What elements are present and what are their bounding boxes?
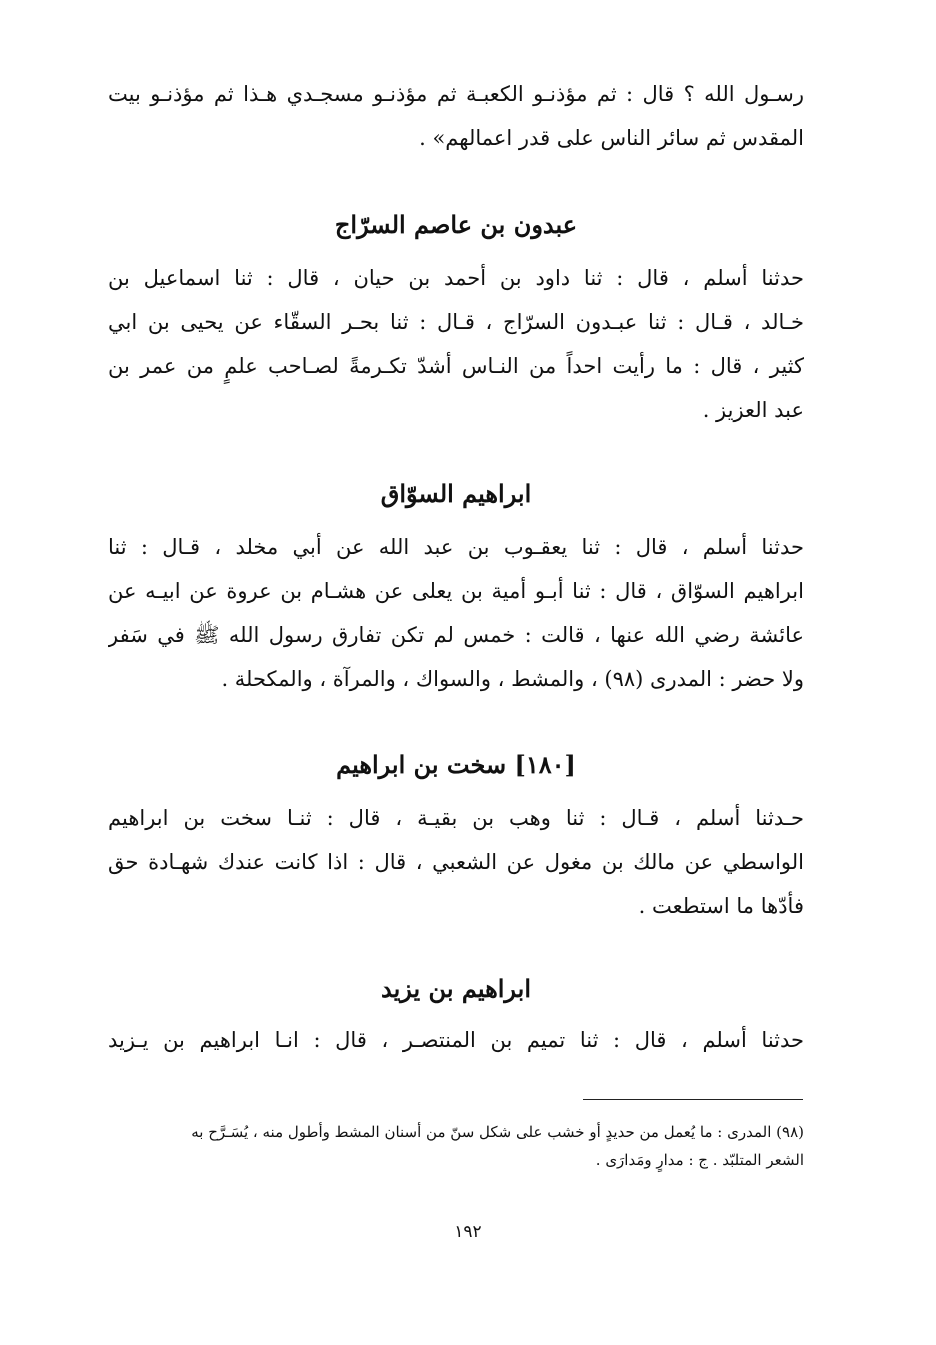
- section-body: [108, 1018, 804, 1062]
- section-body: [108, 256, 804, 432]
- text-line: حـدثنا أسلم ، قـال : ثنا وهب بن بقيـة ، قال : ثنـا سخت بن ابراهيم: [108, 806, 804, 830]
- text-line: كثير ، قال : ما رأيت احداً من النـاس أشدّ تكـرمةً لصـاحب علمٍ من عمر بن: [108, 354, 804, 378]
- text-line: عبد العزيز .: [702, 398, 804, 422]
- text-line: رسـول الله ؟ قال : ثم مؤذنـو الكعبـة ثم مؤذنـو مسجـدي هـذا ثم مؤذنـو بيت: [108, 82, 804, 106]
- text-line: خـالد ، قـال : ثنا عبـدون السرّاج ، قـال : ثنا بحـر السقّاء عن يحيى بن ابي: [108, 310, 804, 334]
- text-line: الواسطي عن مالك بن مغول عن الشعبي ، قال : اذا كانت عندك شهـادة حق: [108, 850, 804, 874]
- section-body: [108, 796, 804, 928]
- footnote-line: (٩٨) المدرى : ما يُعمل من حديدٍ أو خشب على شكل سنّ من أسنان المشط وأطول منه ، يُسَـرَّح به: [191, 1123, 804, 1141]
- section-heading: ابراهيم بن يزيد: [381, 974, 531, 1003]
- page-number: ١٩٢: [454, 1222, 482, 1242]
- text-line: ابراهيم السوّاق ، قال : ثنا أبـو أمية بن يعلى عن هشـام بن عروة عن ابيـه عن: [108, 579, 804, 603]
- text-line: حدثنا أسلم ، قال : ثنا داود بن أحمد بن حيان ، قال : ثنا اسماعيل بن: [108, 266, 804, 290]
- text-line: المقدس ثم سائر الناس على قدر اعمالهم» .: [419, 126, 804, 150]
- section-heading: ابراهيم السوّاق: [380, 479, 532, 508]
- section-body: [108, 525, 804, 701]
- text-line: حدثنا أسلم ، قال : ثنا يعقـوب بن عبد الله عن أبي مخلد ، قـال : ثنا: [108, 535, 804, 559]
- text-line: عائشة رضي الله عنها ، قالت : خمس لم تكن تفارق رسول الله ﷺ في سَفر: [108, 623, 804, 647]
- footnote-line: الشعر المتلبّد . ج : مدارٍ ومَدارَى .: [595, 1151, 804, 1169]
- footnote-divider: [583, 1099, 803, 1100]
- text-line: ولا حضر : المدرى (٩٨) ، والمشط ، والسواك ، والمرآة ، والمكحلة .: [221, 667, 804, 691]
- section-heading: عبدون بن عاصم السرّاج: [334, 210, 578, 239]
- footnotes: [108, 1118, 804, 1174]
- paragraph-continuation: [108, 72, 804, 160]
- section-heading: [١٨٠] سخت بن ابراهيم: [336, 750, 576, 779]
- text-line: حدثنا أسلم ، قال : ثنا تميم بن المنتصـر ، قال : انـا ابراهيم بن يـزيد: [108, 1028, 804, 1052]
- text-line: فأدّها ما استطعت .: [638, 894, 804, 918]
